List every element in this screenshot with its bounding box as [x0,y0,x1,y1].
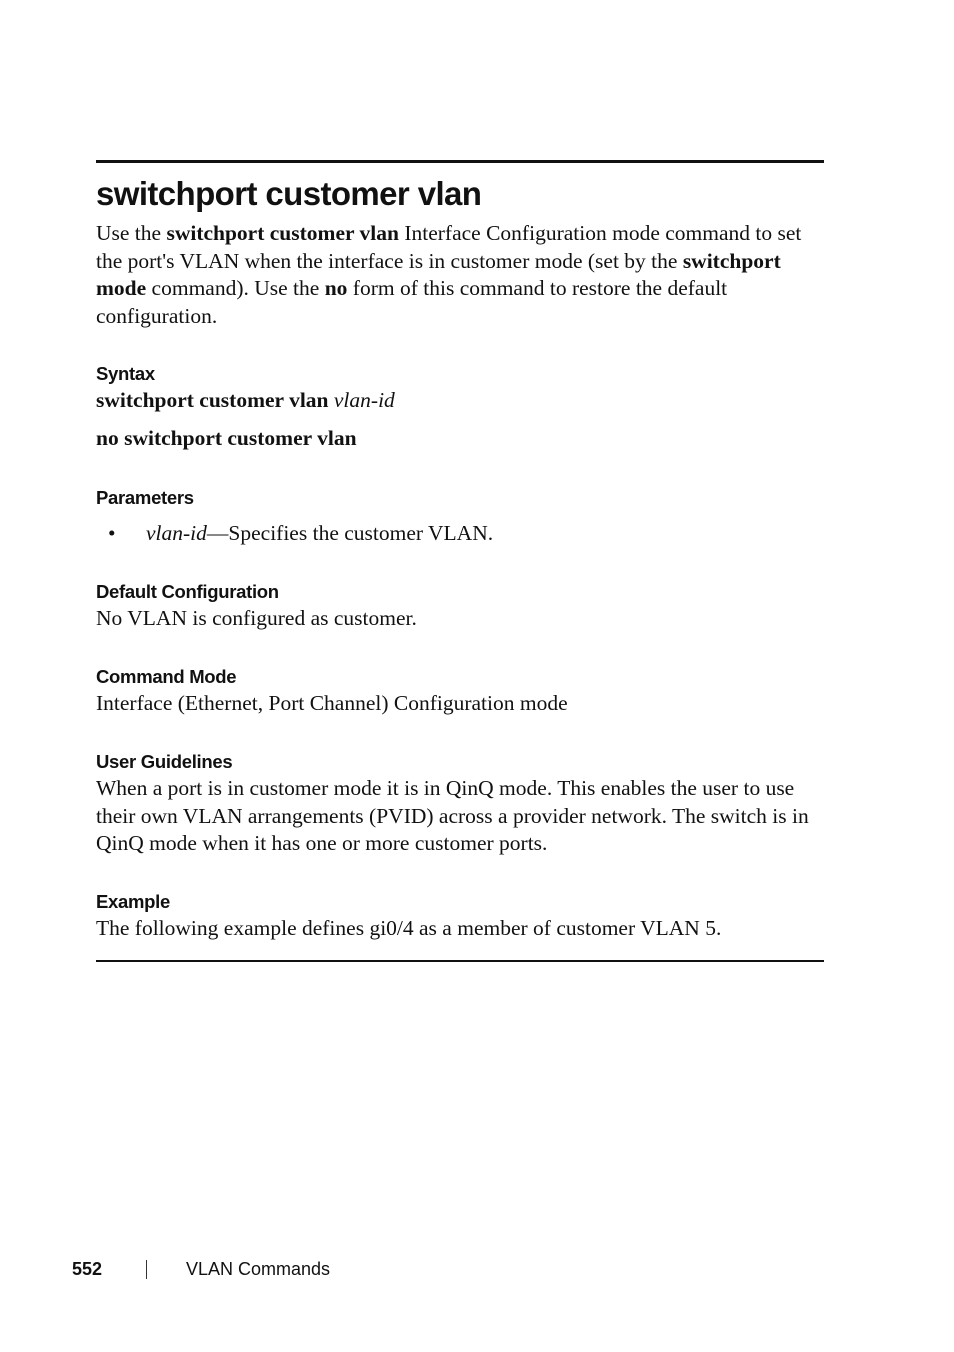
intro-no-keyword: no [324,276,348,300]
intro-text-3: command). Use the [146,276,325,300]
intro-paragraph [96,220,826,330]
parameters-heading: Parameters [96,487,194,508]
intro-text-4: form of this command to restore the default configuration. [96,276,728,328]
intro-text-1: Use the [96,221,167,245]
command-mode-text: Interface (Ethernet, Port Channel) Configuration mode [96,691,568,715]
bullet-icon: • [108,521,116,545]
default-configuration-heading: Default Configuration [96,581,279,602]
syntax-line-2: no switchport customer vlan [96,426,357,450]
parameter-item [146,520,493,548]
example-text: The following example defines gi0/4 as a member of customer VLAN 5. [96,916,722,940]
command-mode-heading: Command Mode [96,666,237,687]
parameter-name: vlan-id [146,521,207,545]
top-rule [96,160,824,163]
intro-command-name: switchport customer vlan [166,221,399,245]
intro-switchport-mode: switchport mode [96,248,781,300]
syntax-parameter: vlan-id [333,388,395,412]
intro-text-2: Interface Configuration mode command to set the port's VLAN when the interface is in customer mode (set by the [96,221,802,273]
footer-separator [146,1260,147,1279]
parameter-description: —Specifies the customer VLAN. [206,521,494,545]
syntax-command: switchport customer vlan [96,388,329,412]
page-title: switchport customer vlan [96,175,482,212]
default-configuration-text: No VLAN is configured as customer. [96,606,417,630]
footer-section-name: VLAN Commands [186,1259,331,1279]
page-number: 552 [72,1259,103,1279]
example-heading: Example [96,891,170,912]
bottom-rule [96,960,824,962]
user-guidelines-heading: User Guidelines [96,751,233,772]
user-guidelines-text: When a port is in customer mode it is in QinQ mode. This enables the user to use their own VLAN arrangements (PVID) across a provider network. The switch is in QinQ mode when it has one or more customer ports. [96,776,809,855]
syntax-line-1 [96,387,395,415]
syntax-heading: Syntax [96,363,155,384]
